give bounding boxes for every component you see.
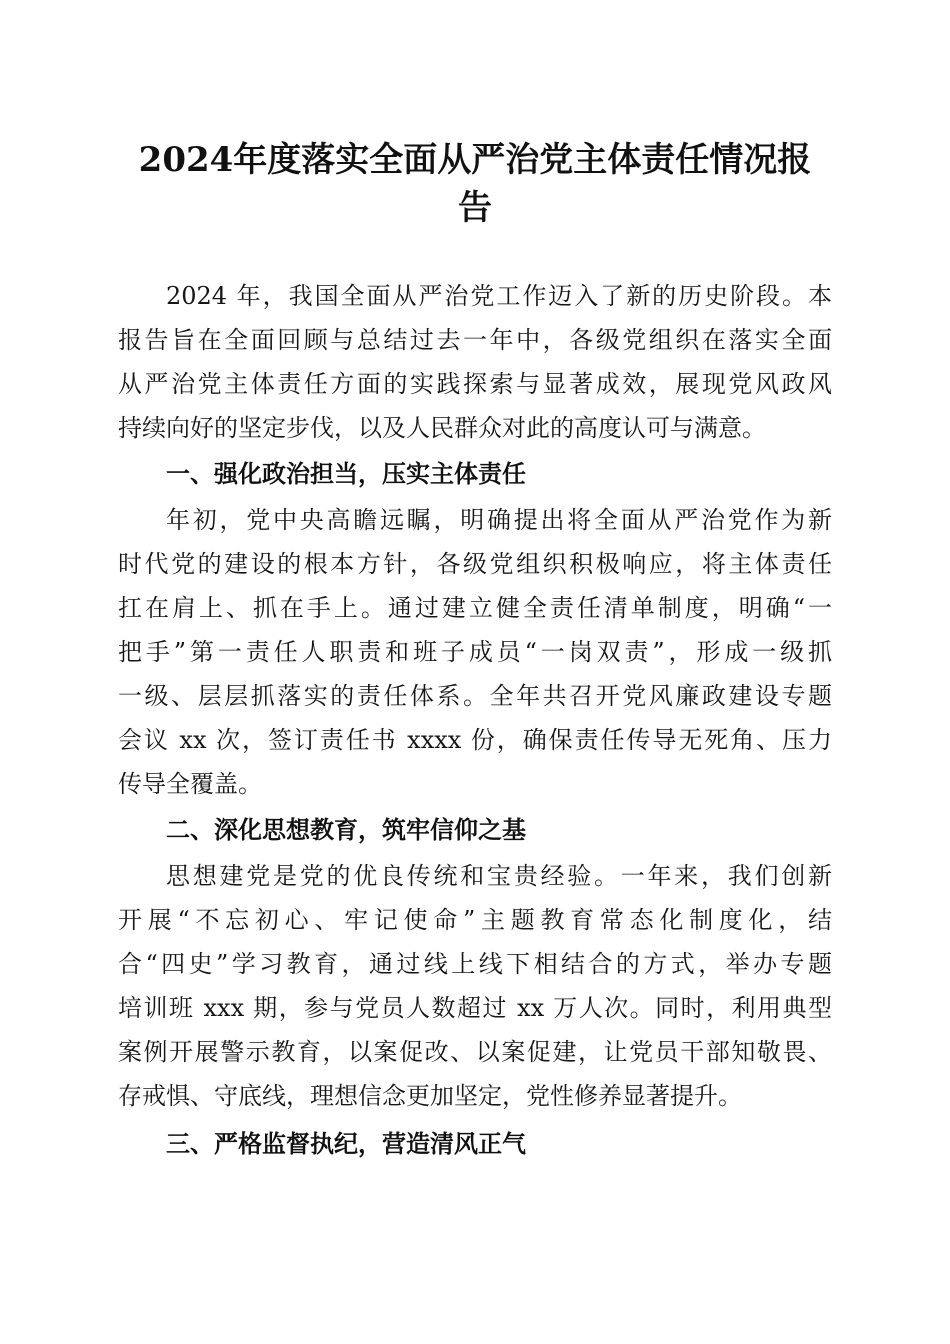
section-1-line: 时代党的建设的根本方针，各级党组织积极响应，将主体责任: [118, 550, 832, 578]
section-2-line: 存戒惧、守底线，理想信念更加坚定，党性修养显著提升。: [118, 1082, 742, 1110]
section-1-line: 年初，党中央高瞻远瞩，明确提出将全面从严治党作为新: [166, 506, 832, 534]
intro-line: 从严治党主体责任方面的实践探索与显著成效，展现党风政风: [118, 370, 832, 398]
section-1-heading: 一、强化政治担当，压实主体责任: [166, 460, 526, 488]
section-1-line: 一级、层层抓落实的责任体系。全年共召开党风廉政建设专题: [118, 682, 832, 710]
intro-line: 2024 年，我国全面从严治党工作迈入了新的历史阶段。本: [166, 282, 832, 310]
section-3-heading: 三、严格监督执纪，营造清风正气: [166, 1130, 526, 1158]
document-title-line-1: 2024年度落实全面从严治党主体责任情况报: [138, 140, 812, 180]
section-2-line: 开展“不忘初心、牢记使命”主题教育常态化制度化，结: [118, 906, 832, 934]
intro-line: 持续向好的坚定步伐，以及人民群众对此的高度认可与满意。: [118, 414, 766, 442]
section-1-line: 把手”第一责任人职责和班子成员“一岗双责”，形成一级抓: [118, 638, 832, 666]
section-2-line: 思想建党是党的优良传统和宝贵经验。一年来，我们创新: [166, 862, 832, 890]
section-1-line: 传导全覆盖。: [118, 770, 262, 798]
section-2-line: 案例开展警示教育，以案促改、以案促建，让党员干部知敬畏、: [118, 1038, 832, 1066]
section-2-line: 培训班 xxx 期，参与党员人数超过 xx 万人次。同时，利用典型: [118, 994, 832, 1022]
section-2-line: 合“四史”学习教育，通过线上线下相结合的方式，举办专题: [118, 950, 832, 978]
section-2-heading: 二、深化思想教育，筑牢信仰之基: [166, 816, 526, 844]
section-1-line: 扛在肩上、抓在手上。通过建立健全责任清单制度，明确“一: [118, 594, 832, 622]
intro-line: 报告旨在全面回顾与总结过去一年中，各级党组织在落实全面: [118, 326, 832, 354]
section-1-line: 会议 xx 次，签订责任书 xxxx 份，确保责任传导无死角、压力: [118, 726, 832, 754]
document-title-line-2: 告: [458, 188, 492, 228]
